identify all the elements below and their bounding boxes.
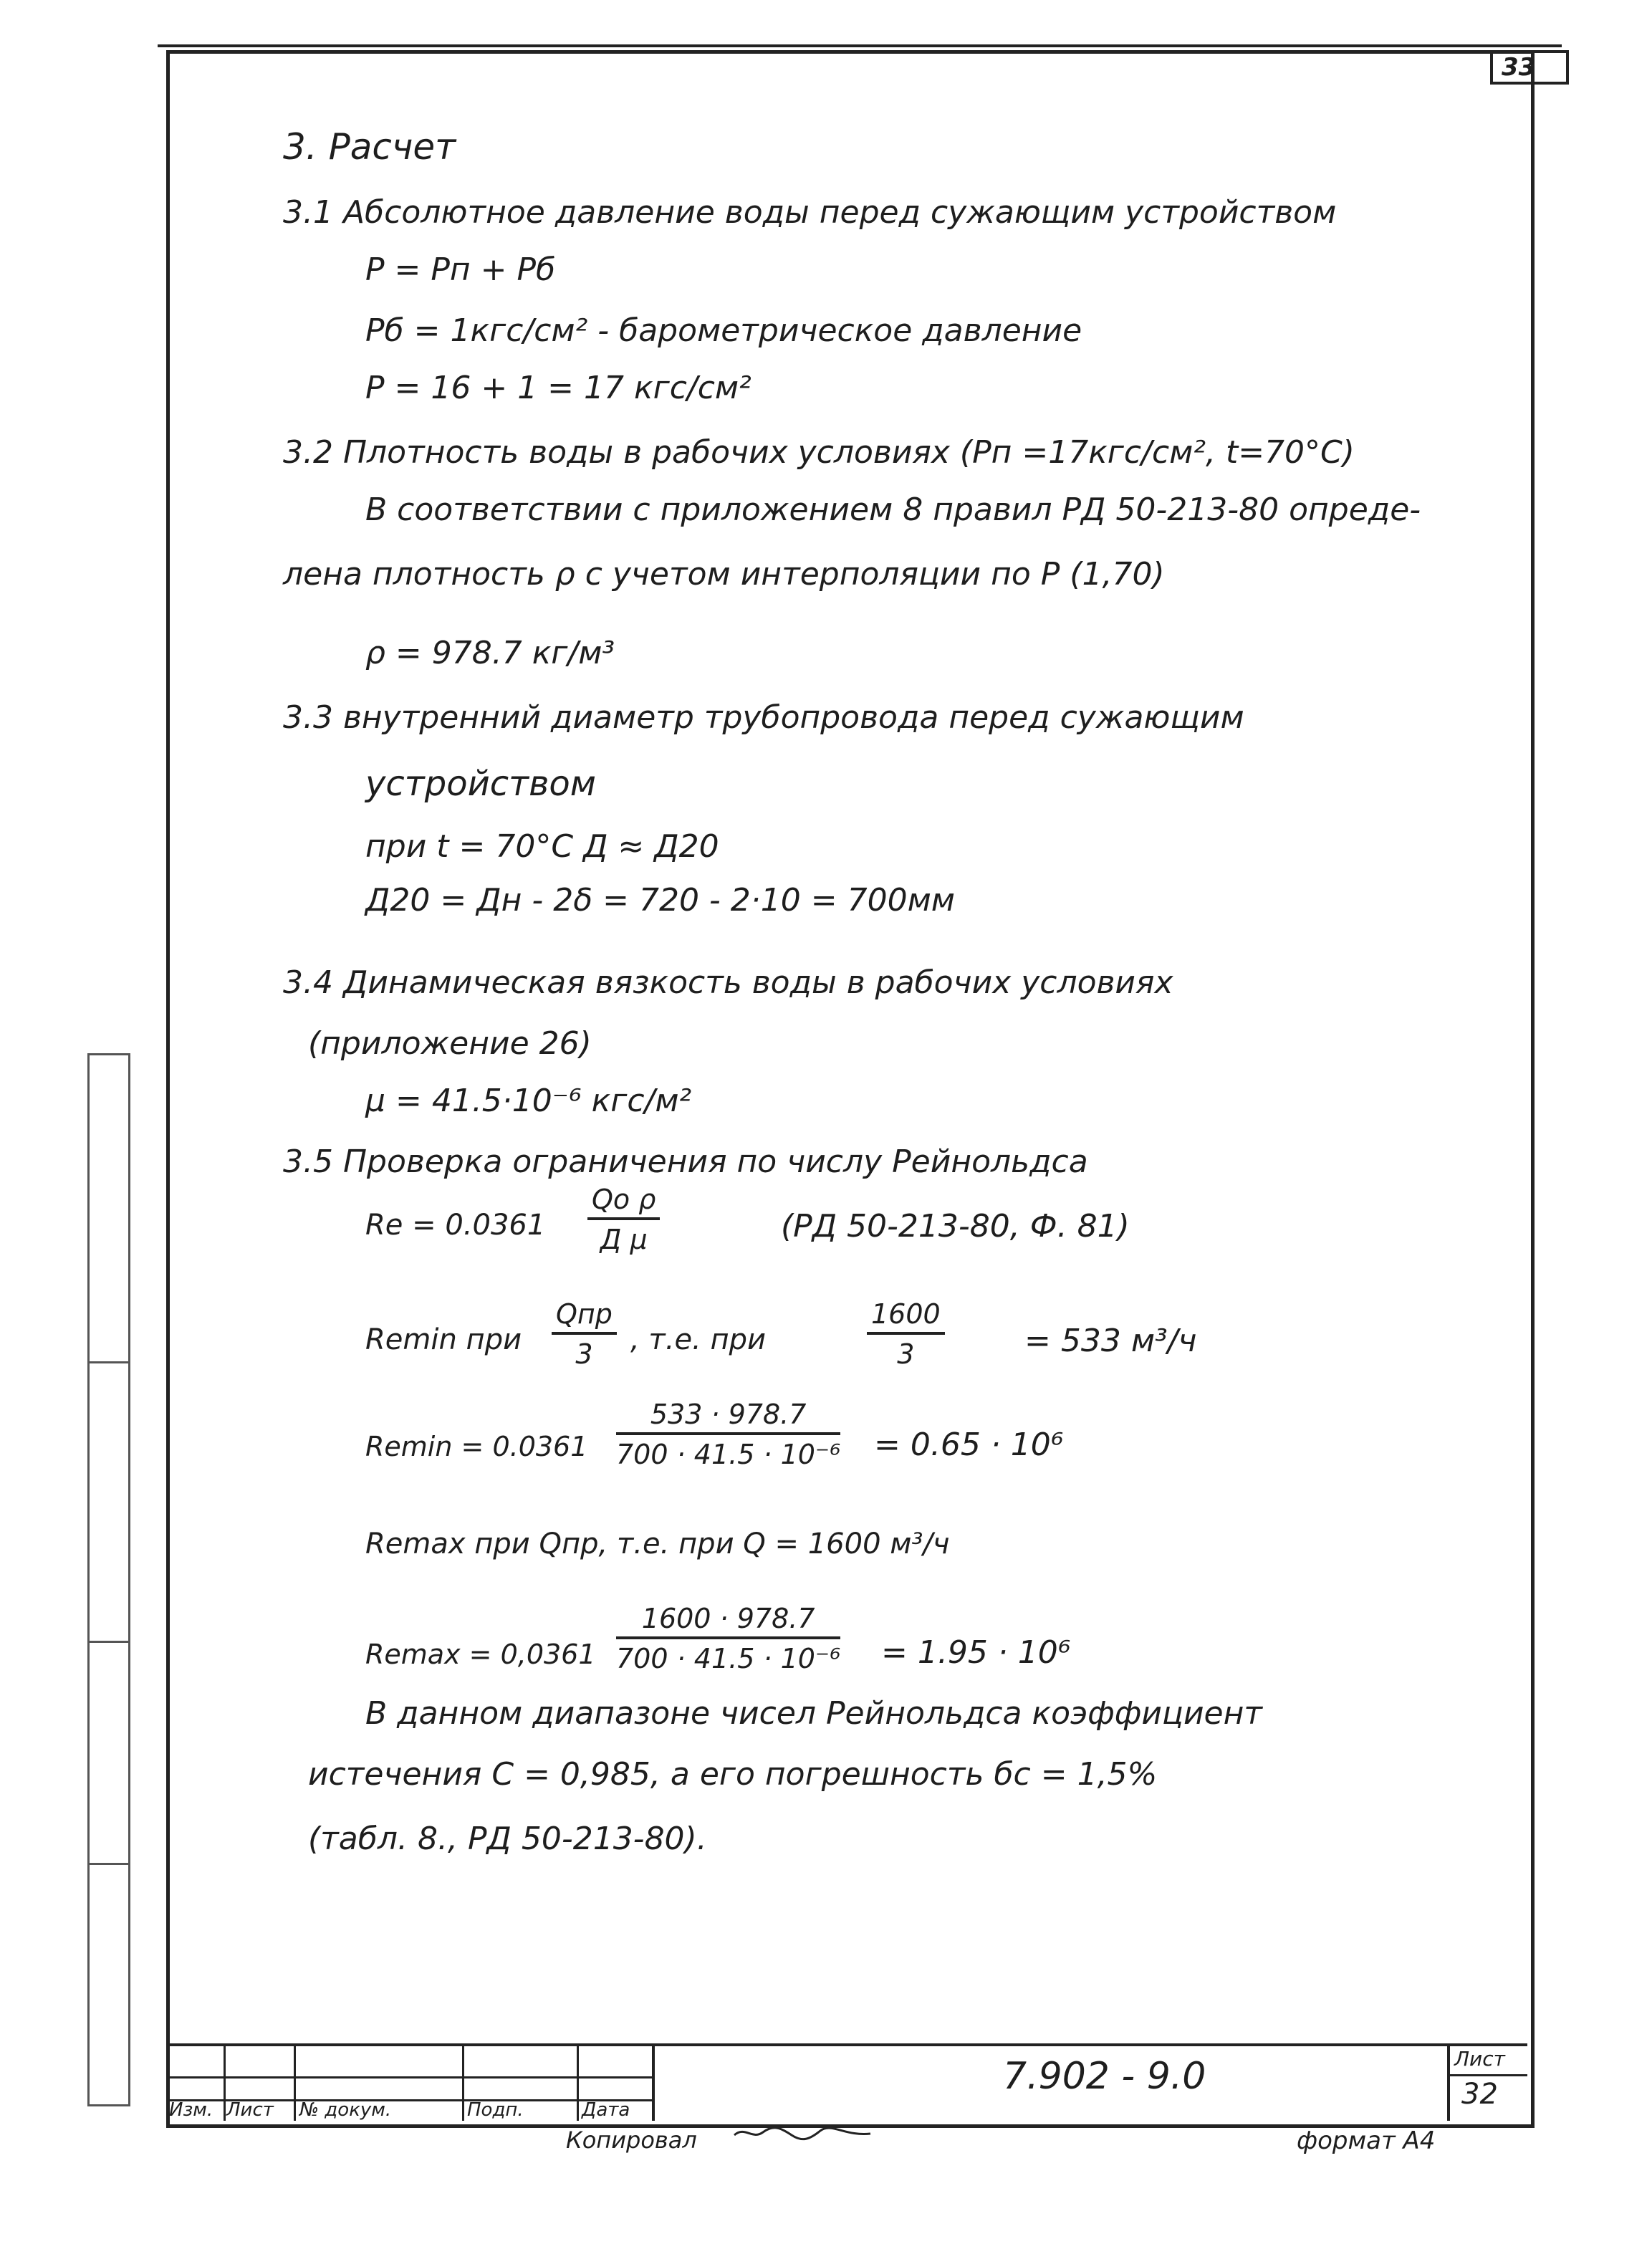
remin-calc-den: 700 · 41.5 · 10⁻⁶ [616, 1439, 841, 1470]
s33-calc: Д20 = Дн - 2δ = 720 - 2·10 = 700мм [365, 882, 955, 919]
remin-calc-result: = 0.65 · 10⁶ [874, 1427, 1064, 1463]
left-stamp-strip [87, 1053, 130, 2106]
remin-frac1 [552, 1300, 617, 1368]
col-date: Дата [582, 2099, 630, 2121]
s32-heading: 3.2 Плотность воды в рабочих условиях (Pп =17кгс/см², t=70°С) [283, 434, 1355, 471]
remax-lead: Remax при Qпр, т.е. при Q = 1600 м³/ч [365, 1528, 950, 1560]
col-izm: Изм. [169, 2099, 213, 2121]
title-block-col [224, 2043, 226, 2121]
s31-baro: Pб = 1кгс/см² - барометрическое давление [365, 312, 1082, 349]
col-sign: Подп. [467, 2099, 524, 2121]
re-prefix: Re = 0.0361 [365, 1209, 546, 1242]
re-fraction [587, 1186, 660, 1253]
s35-heading: 3.5 Проверка ограничения по числу Рейнольдса [283, 1143, 1088, 1180]
left-strip-divider [87, 1361, 130, 1363]
sheet-number: 32 [1461, 2078, 1498, 2111]
sheet-label: Лист [1454, 2047, 1505, 2071]
s31-heading: 3.1 Абсолютное давление воды перед сужающим устройством [283, 194, 1337, 231]
s34-heading: 3.4 Динамическая вязкость воды в рабочих условиях [283, 964, 1173, 1001]
s33-heading: 3.3 внутренний диаметр трубопровода перед сужающим [283, 699, 1244, 736]
doc-number: 7.902 - 9.0 [1003, 2055, 1206, 2098]
remin-calc-prefix: Remin = 0.0361 [365, 1431, 588, 1462]
title-block-col [294, 2043, 296, 2121]
title-block-top-line [166, 2043, 1527, 2046]
concl-line3: (табл. 8., РД 50-213-80). [308, 1821, 707, 1857]
remin-frac2-den: 3 [897, 1338, 915, 1370]
title-block-col [652, 2043, 655, 2121]
remin-calc-fraction [616, 1401, 840, 1468]
remin-lead: Remin при [365, 1323, 522, 1356]
s32-line2: лена плотность ρ с учетом интерполяции по P (1,70) [283, 556, 1165, 593]
remax-calc-prefix: Remax = 0,0361 [365, 1639, 596, 1670]
title-block-col [1447, 2043, 1450, 2121]
format-label: формат А4 [1297, 2126, 1436, 2155]
s34-mu: μ = 41.5·10⁻⁶ кгс/м² [365, 1083, 692, 1119]
s32-line1: В соответствии с приложением 8 правил РД 50-213-80 опреде- [365, 492, 1421, 528]
concl-line2: истечения C = 0,985, а его погрешность бс = 1,5% [308, 1756, 1158, 1793]
remax-calc-num: 1600 · 978.7 [616, 1605, 840, 1639]
s31-calc: P = 16 + 1 = 17 кгс/см² [365, 370, 751, 406]
corner-number: 33 [1502, 53, 1536, 82]
copied-signature [731, 2122, 874, 2144]
title-block-col [577, 2043, 579, 2121]
sheet-label-line [1447, 2074, 1527, 2076]
left-strip-divider [87, 1863, 130, 1865]
s31-formula: P = Pп + Pб [365, 251, 556, 288]
s34-heading2: (приложение 26) [308, 1025, 592, 1062]
section-title: 3. Расчет [283, 126, 456, 168]
title-block-col [462, 2043, 464, 2121]
re-numerator: Qо ρ [587, 1186, 660, 1220]
col-doc: № докум. [299, 2099, 392, 2121]
remin-frac1-den: 3 [575, 1338, 593, 1370]
copied-by: Копировал [566, 2126, 697, 2154]
col-list: Лист [226, 2099, 274, 2121]
remin-calc-num: 533 · 978.7 [616, 1401, 840, 1435]
re-denominator: Д μ [600, 1224, 648, 1255]
remin-mid: , т.е. при [630, 1323, 767, 1356]
concl-line1: В данном диапазоне чисел Рейнольдса коэффициент [365, 1695, 1263, 1732]
top-border-line [158, 44, 1562, 47]
re-reference: (РД 50-213-80, Ф. 81) [781, 1208, 1130, 1245]
left-strip-divider [87, 1641, 130, 1643]
remax-calc-den: 700 · 41.5 · 10⁻⁶ [616, 1643, 841, 1674]
s32-rho: ρ = 978.7 кг/м³ [365, 635, 615, 671]
remin-frac1-num: Qпр [552, 1300, 617, 1335]
remax-calc-fraction [616, 1605, 840, 1672]
remin-frac2-num: 1600 [867, 1300, 945, 1335]
remin-frac2 [867, 1300, 945, 1368]
title-block-row-line [166, 2076, 653, 2078]
remin-tail: = 533 м³/ч [1024, 1323, 1197, 1359]
s33-cond: при t = 70°С Д ≈ Д20 [365, 828, 719, 865]
remax-calc-result: = 1.95 · 10⁶ [881, 1634, 1071, 1671]
s33-heading2: устройством [365, 764, 597, 804]
